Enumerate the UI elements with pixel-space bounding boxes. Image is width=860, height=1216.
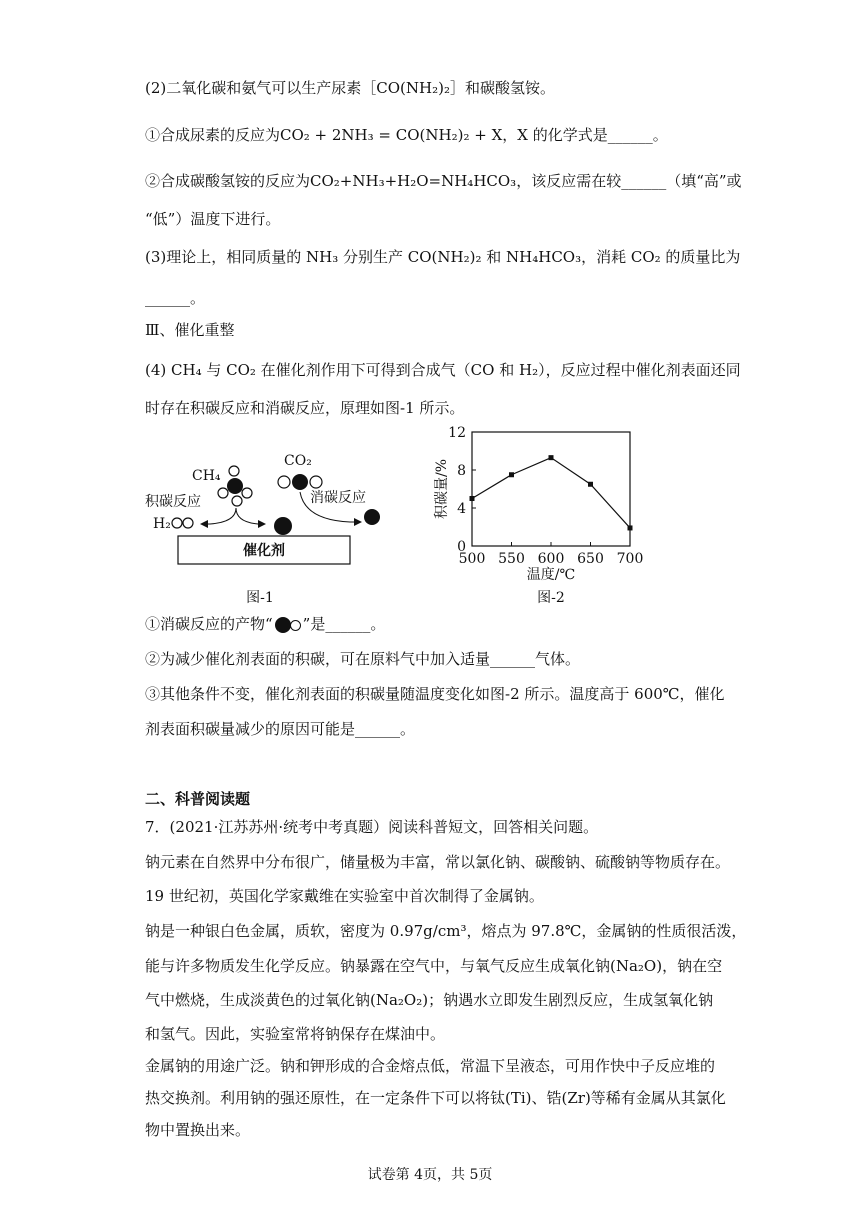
section-heading-reading: 二、科普阅读题: [145, 790, 251, 808]
data-point: [509, 472, 514, 477]
section-heading-catalytic-reforming: Ⅲ、催化重整: [145, 321, 235, 339]
x-tick-label: 550: [498, 551, 525, 567]
co-molecule-inline-icon: [273, 616, 303, 634]
figure-2-caption: 图-2: [537, 590, 565, 606]
question-7-stem: 7．(2021·江苏苏州·统考中考真题）阅读科普短文，回答相关问题。: [145, 818, 599, 836]
data-point: [628, 525, 633, 530]
co2-molecule-icon: [278, 474, 322, 490]
question-4-part1: [145, 614, 385, 634]
question-2-part1: ①合成尿素的反应为CO₂ + 2NH₃ = CO(NH₂)₂ + X，X 的化学式是______。: [145, 126, 668, 144]
question-4-part3-cont: 剂表面积碳量减少的原因可能是______。: [145, 720, 416, 738]
x-axis-label: 温度/℃: [526, 567, 576, 583]
y-tick-label: 12: [448, 425, 466, 441]
passage-line-6: 和氢气。因此，实验室常将钠保存在煤油中。: [145, 1025, 446, 1043]
ch4-molecule-icon: [218, 466, 252, 506]
passage-line-4: 能与许多物质发生化学反应。钠暴露在空气中，与氧气反应生成氧化钠(Na₂O)，钠在空: [145, 957, 723, 975]
passage-line-8: 热交换剂。利用钠的强还原性，在一定条件下可以将钛(Ti)、锆(Zr)等稀有金属从其氯化: [145, 1089, 726, 1107]
question-4-stem: (4) CH₄ 与 CO₂ 在催化剂作用下可得到合成气（CO 和 H₂），反应过程中催化剂表面还同: [145, 361, 741, 379]
y-axis-label: 积碳量/%: [434, 458, 450, 520]
figure-2-chart: [420, 420, 660, 610]
data-point: [549, 455, 554, 460]
question-4-stem-cont: 时存在积碳反应和消碳反应，原理如图-1 所示。: [145, 399, 465, 417]
question-3-blank: ______。: [145, 289, 206, 307]
plot-frame: [472, 432, 630, 546]
data-point: [588, 482, 593, 487]
x-tick-label: 700: [616, 551, 644, 567]
series-line: [472, 458, 630, 528]
x-tick-label: 650: [577, 551, 604, 567]
question-2-part2-cont: “低”）温度下进行。: [145, 210, 281, 228]
question-2-stem: (2)二氧化碳和氨气可以生产尿素［CO(NH₂)₂］和碳酸氢铵。: [145, 79, 555, 97]
passage-line-3: 钠是一种银白色金属，质软，密度为 0.97g/cm³，熔点为 97.8℃，金属钠的性质很活泼，: [145, 922, 747, 940]
x-tick-label: 500: [458, 551, 486, 567]
carbon-deposition-label: 积碳反应: [145, 494, 201, 510]
question-4-part3: ③其他条件不变，催化剂表面的积碳量随温度变化如图-2 所示。温度高于 600℃，催化: [145, 685, 725, 703]
passage-line-2: 19 世纪初，英国化学家戴维在实验室中首次制得了金属钠。: [145, 887, 544, 905]
question-3-stem: (3)理论上，相同质量的 NH₃ 分别生产 CO(NH₂)₂ 和 NH₄HCO₃，消耗 CO₂ 的质量比为: [145, 248, 741, 266]
h2-molecule-icon: [172, 518, 193, 528]
y-tick-label: 4: [457, 501, 466, 517]
passage-line-1: 钠元素在自然界中分布很广，储量极为丰富，常以氯化钠、碳酸钠、硫酸钠等物质存在。: [145, 853, 731, 871]
data-point: [470, 496, 475, 501]
figure-1-caption: 图-1: [246, 590, 274, 606]
ch4-label: CH₄: [192, 468, 221, 484]
carbon-atom-icon: [274, 517, 292, 535]
carbon-elimination-label: 消碳反应: [310, 490, 366, 506]
question-2-part2: ②合成碳酸氢铵的反应为CO₂+NH₃+H₂O=NH₄HCO₃，该反应需在较______（填“高”或: [145, 172, 742, 190]
passage-line-9: 物中置换出来。: [145, 1121, 251, 1139]
catalyst-label: 催化剂: [243, 543, 285, 559]
passage-line-5: 气中燃烧，生成淡黄色的过氧化钠(Na₂O₂)；钠遇水立即发生剧烈反应，生成氢氧化钠: [145, 991, 714, 1009]
co2-label: CO₂: [284, 453, 312, 469]
h2-label: H₂: [153, 516, 171, 532]
x-tick-label: 600: [537, 551, 565, 567]
page-footer: 试卷第 4页，共 5页: [367, 1167, 493, 1183]
question-4-part1-b: ”是______。: [302, 615, 386, 633]
co-molecule-icon: [364, 509, 380, 525]
y-tick-label: 0: [457, 539, 466, 555]
y-tick-label: 8: [457, 463, 466, 479]
figure-1-diagram: [140, 440, 380, 610]
question-4-part1-a: ①消碳反应的产物“: [145, 615, 273, 633]
question-4-part2: ②为减少催化剂表面的积碳，可在原料气中加入适量______气体。: [145, 650, 581, 668]
passage-line-7: 金属钠的用途广泛。钠和钾形成的合金熔点低，常温下呈液态，可用作快中子反应堆的: [145, 1057, 716, 1075]
